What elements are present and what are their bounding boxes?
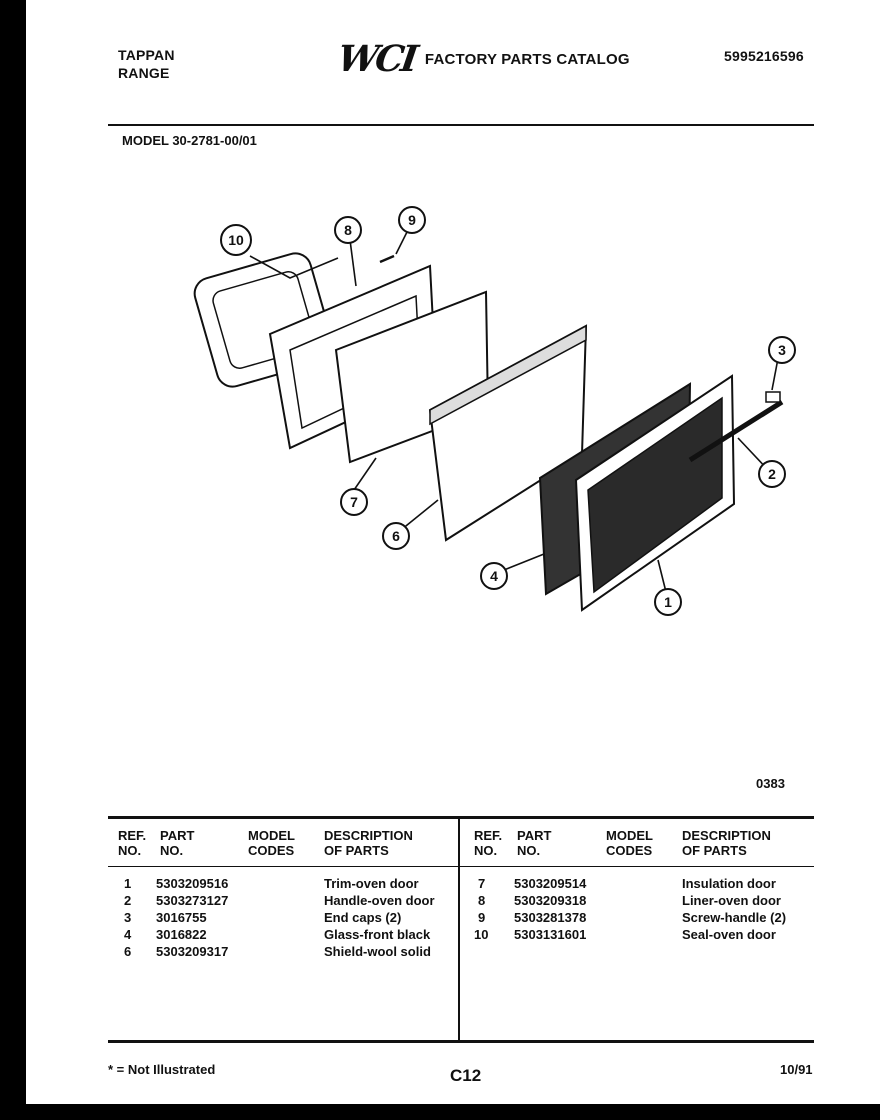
ref-no: 8 xyxy=(478,893,486,908)
table-row xyxy=(0,926,880,943)
leader-9 xyxy=(396,230,408,254)
part-description: Shield-wool solid xyxy=(324,944,431,959)
svg-text:6: 6 xyxy=(392,528,400,544)
header-model-left: MODEL CODES xyxy=(248,828,295,858)
svg-text:2: 2 xyxy=(768,466,776,482)
wci-logo: WCI xyxy=(335,38,418,80)
part-no: 5303281378 xyxy=(514,910,587,925)
callout-1 xyxy=(655,589,681,615)
leader-8 xyxy=(350,240,356,286)
table-row xyxy=(0,892,880,909)
svg-text:7: 7 xyxy=(350,494,358,510)
catalog-title: FACTORY PARTS CATALOG xyxy=(424,50,630,68)
part-no: 5303273127 xyxy=(156,893,229,908)
callout-2 xyxy=(759,461,785,487)
ref-no: 4 xyxy=(124,927,132,942)
catalog-header xyxy=(335,38,630,80)
callout-8 xyxy=(335,217,361,243)
header-part-left: PART NO. xyxy=(160,828,195,858)
header-desc-left: DESCRIPTION OF PARTS xyxy=(324,828,413,858)
callout-6 xyxy=(383,523,409,549)
header-rule xyxy=(108,124,814,126)
part-description: Screw-handle (2) xyxy=(682,910,787,925)
part-description: Insulation door xyxy=(682,876,776,891)
handle-screw-part xyxy=(380,256,394,262)
ref-no: 9 xyxy=(478,910,486,925)
header-part-right: PART NO. xyxy=(517,828,552,858)
ref-no: 7 xyxy=(478,876,486,891)
table-top-rule xyxy=(108,816,814,819)
ref-no: 2 xyxy=(124,893,132,908)
revision-date: 10/91 xyxy=(780,1062,813,1077)
part-description: Glass-front black xyxy=(324,927,431,942)
footnote: * = Not Illustrated xyxy=(108,1062,216,1077)
svg-text:3: 3 xyxy=(778,342,786,358)
header-model-right: MODEL CODES xyxy=(606,828,653,858)
part-no: 3016822 xyxy=(156,927,207,942)
ref-no: 6 xyxy=(124,944,132,959)
page-number: C12 xyxy=(450,1066,482,1085)
document-number: 5995216596 xyxy=(724,48,804,64)
exploded-parts-diagram xyxy=(190,200,810,620)
table-row xyxy=(0,909,880,926)
header-desc-right: DESCRIPTION OF PARTS xyxy=(682,828,771,858)
product-type: RANGE xyxy=(118,65,170,81)
table-bottom-rule xyxy=(108,1040,814,1043)
callout-10 xyxy=(221,225,251,255)
part-no: 5303209318 xyxy=(514,893,587,908)
part-description: Liner-oven door xyxy=(682,893,781,908)
part-description: Handle-oven door xyxy=(324,893,435,908)
callout-7 xyxy=(341,489,367,515)
ref-no: 10 xyxy=(474,927,489,942)
svg-text:1: 1 xyxy=(664,594,672,610)
part-no: 5303209516 xyxy=(156,876,229,891)
brand-block xyxy=(118,46,175,82)
header-ref-left: REF. NO. xyxy=(118,828,147,858)
callout-4 xyxy=(481,563,507,589)
table-row xyxy=(0,875,880,892)
svg-text:10: 10 xyxy=(228,232,244,248)
part-description: Trim-oven door xyxy=(324,876,419,891)
illustration-number: 0383 xyxy=(756,776,785,791)
callout-9 xyxy=(399,207,425,233)
table-row xyxy=(0,943,458,960)
part-no: 5303131601 xyxy=(514,927,587,942)
part-no: 3016755 xyxy=(156,910,207,925)
parts-list-right xyxy=(0,875,880,943)
part-no: 5303209317 xyxy=(156,944,229,959)
part-description: End caps (2) xyxy=(324,910,402,925)
part-no: 5303209514 xyxy=(514,876,587,891)
brand-name: TAPPAN xyxy=(118,47,175,63)
svg-text:9: 9 xyxy=(408,212,416,228)
end-cap-part xyxy=(766,392,780,402)
ref-no: 1 xyxy=(124,876,132,891)
header-ref-right: REF. NO. xyxy=(474,828,503,858)
scan-edge-bottom xyxy=(0,1104,880,1120)
model-number: MODEL 30-2781-00/01 xyxy=(122,133,257,148)
callout-3 xyxy=(769,337,795,363)
svg-text:8: 8 xyxy=(344,222,352,238)
ref-no: 3 xyxy=(124,910,132,925)
leader-7 xyxy=(354,458,376,490)
svg-text:4: 4 xyxy=(490,568,498,584)
table-header-rule xyxy=(108,866,814,867)
part-description: Seal-oven door xyxy=(682,927,776,942)
